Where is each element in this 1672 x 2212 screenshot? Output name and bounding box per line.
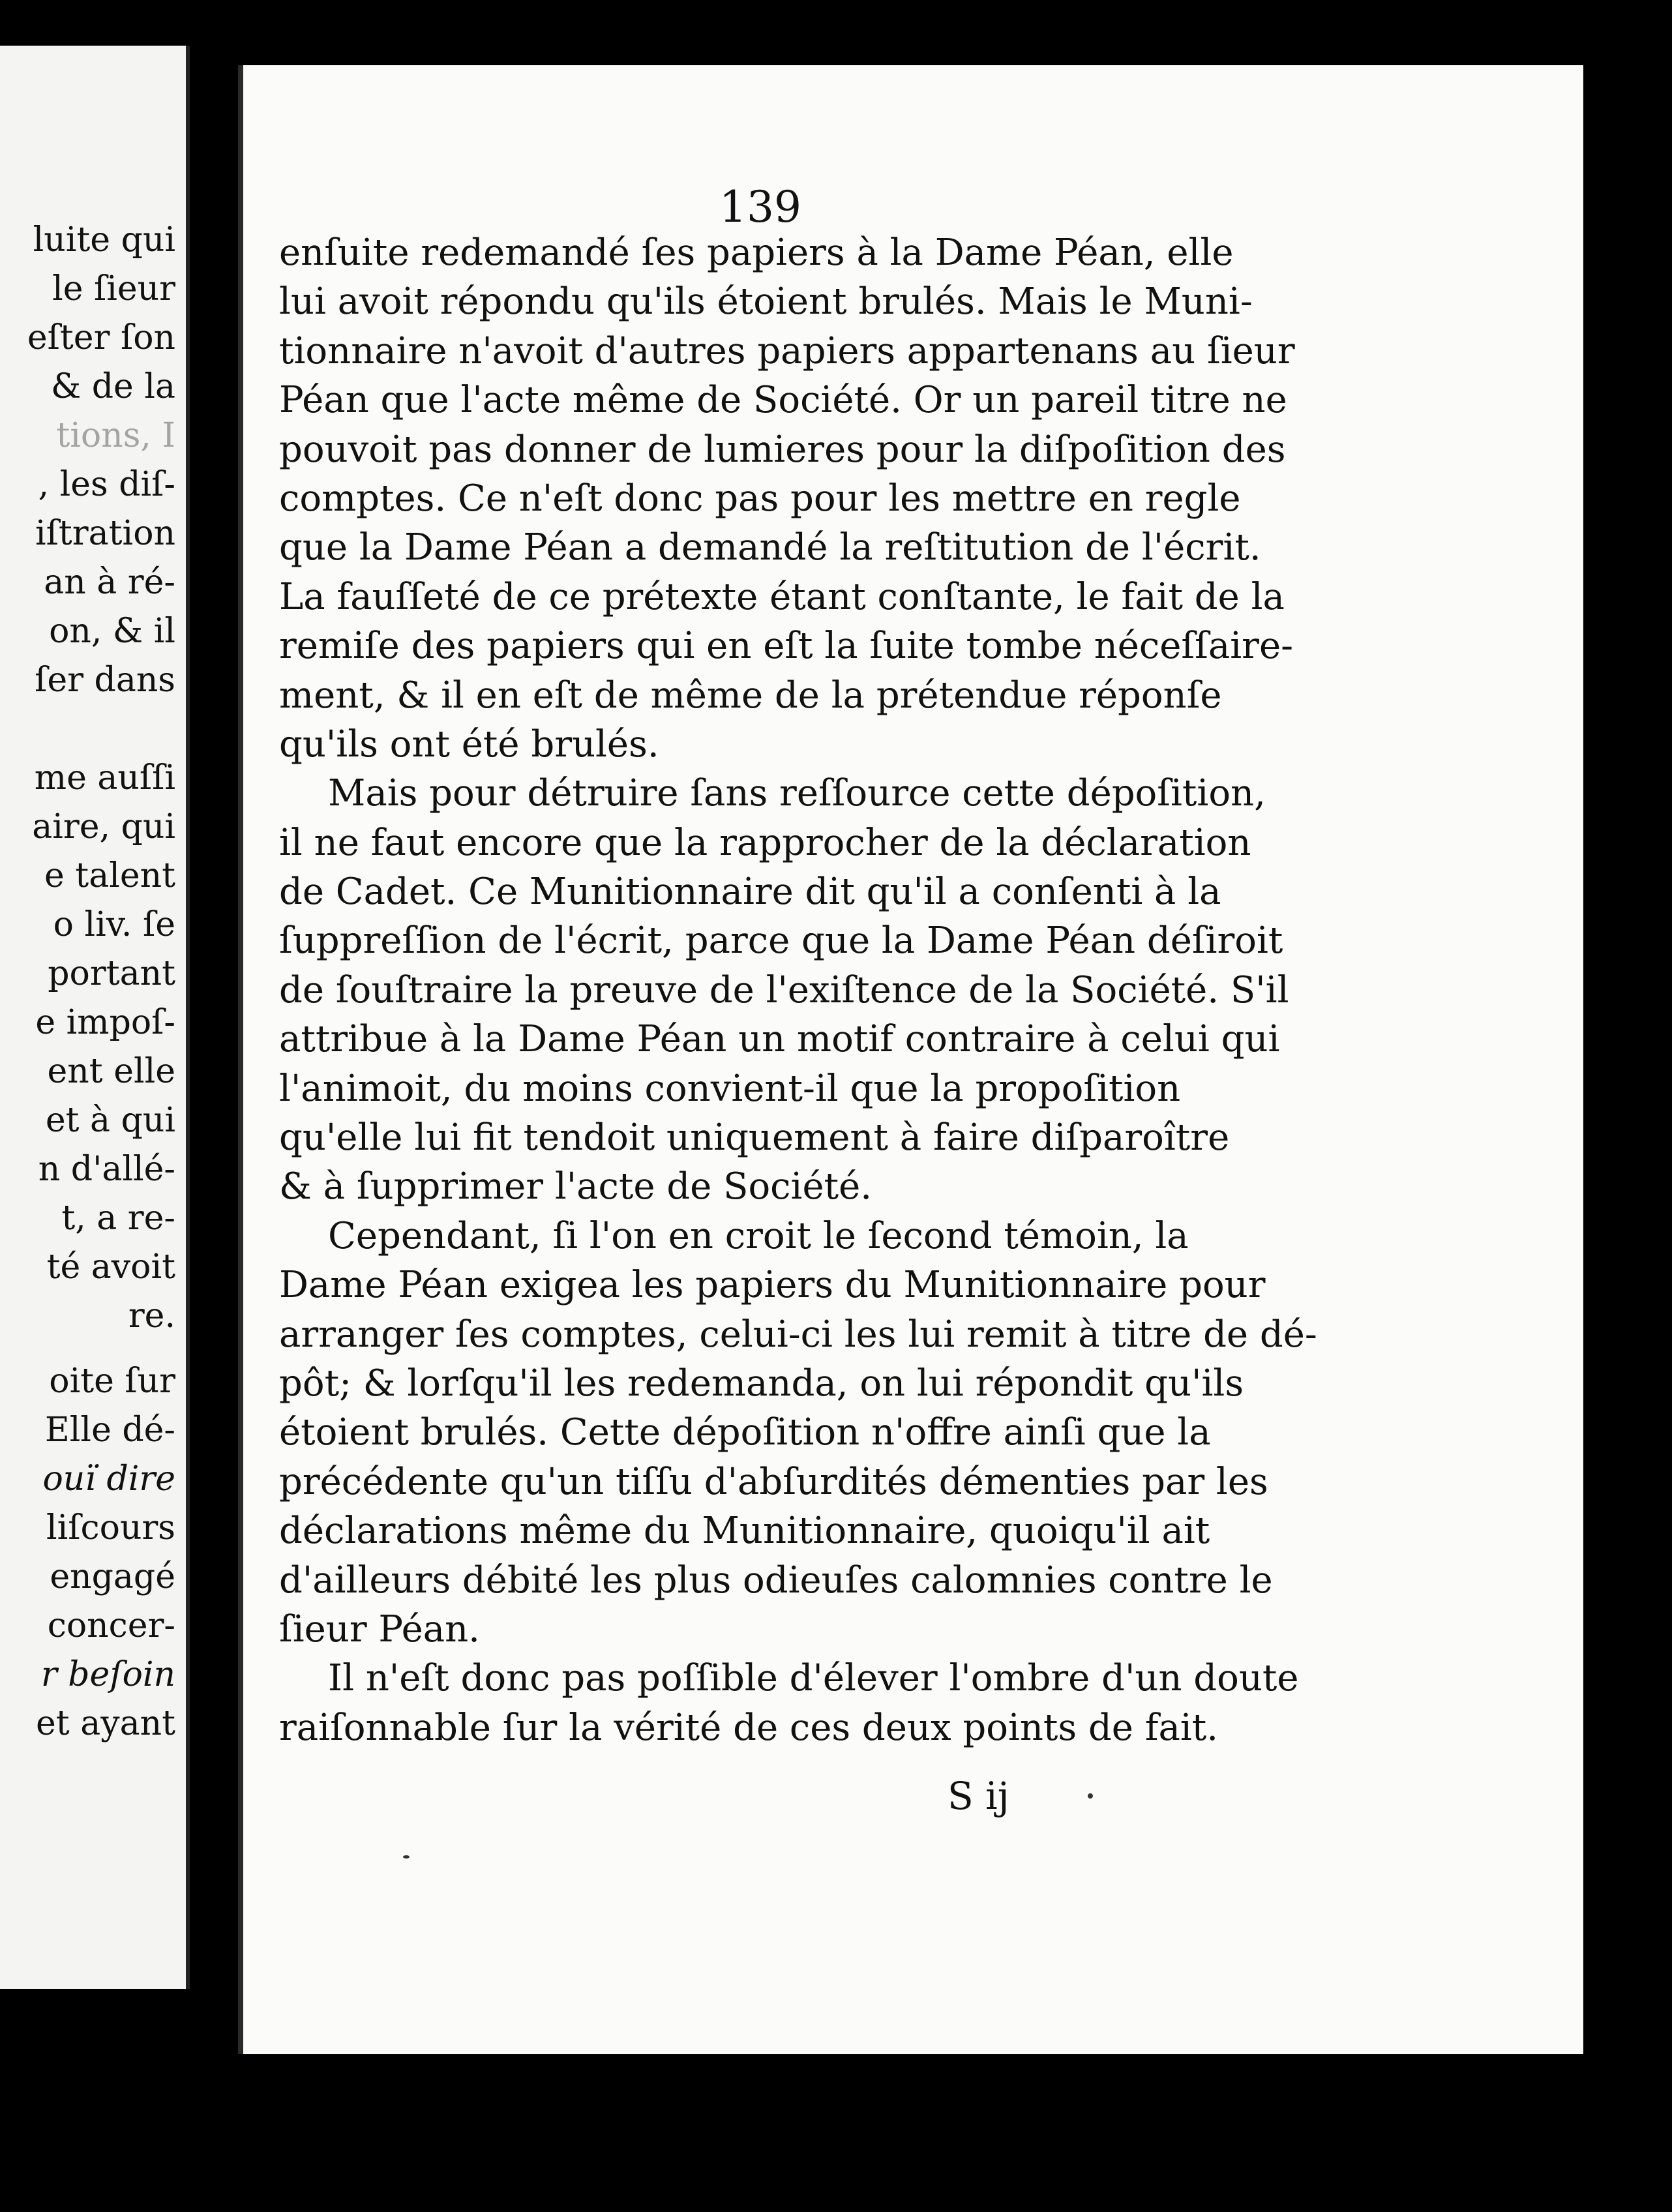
left-line: et à qui: [45, 1101, 175, 1140]
left-line: concer-: [47, 1606, 175, 1645]
left-line: on, & il: [49, 612, 175, 651]
text-line: tionnaire n'avoit d'autres papiers appartenans au ſieur: [279, 329, 1295, 372]
page-number: 139: [719, 182, 801, 232]
text-line: comptes. Ce n'eſt donc pas pour les mettre en regle: [279, 477, 1241, 520]
ink-speck: [403, 1855, 410, 1859]
text-line: ſieur Péan.: [279, 1607, 480, 1651]
left-line: iſtration: [35, 514, 175, 553]
text-line: Péan que l'acte même de Société. Or un pareil titre ne: [279, 379, 1287, 422]
left-line: re.: [128, 1296, 175, 1336]
text-line: qu'elle lui fit tendoit uniquement à faire diſparoître: [279, 1116, 1230, 1159]
text-line: l'animoit, du moins convient-il que la propoſition: [279, 1067, 1181, 1110]
left-page-fragment: [0, 46, 190, 1989]
text-line: arranger ſes comptes, celui-ci les lui remit à titre de dé-: [279, 1313, 1317, 1356]
text-line: qu'ils ont été brulés.: [279, 723, 659, 766]
text-line: raiſonnable ſur la vérité de ces deux points de fait.: [279, 1706, 1219, 1749]
right-page: [238, 65, 1583, 2054]
text-line: pôt; & lorſqu'il les redemanda, on lui répondit qu'ils: [279, 1362, 1244, 1405]
left-line: eſter ſon: [27, 318, 175, 357]
left-line: r beſoin: [40, 1655, 175, 1694]
left-line: n d'allé-: [38, 1150, 175, 1189]
text-line: Mais pour détruire ſans reſſource cette dépoſition,: [328, 772, 1266, 815]
left-line: té avoit: [46, 1248, 175, 1287]
text-line: de ſouſtraire la preuve de l'exiſtence de la Société. S'il: [279, 968, 1289, 1011]
text-line: remiſe des papiers qui en eſt la ſuite tombe néceſſaire-: [279, 625, 1294, 668]
book-gutter: [190, 46, 235, 1989]
text-line: il ne faut encore que la rapprocher de la déclaration: [279, 821, 1251, 864]
left-line: ſer dans: [35, 661, 175, 700]
text-line: déclarations même du Munitionnaire, quoiqu'il ait: [279, 1510, 1210, 1553]
left-line: et ayant: [36, 1704, 175, 1743]
text-line: pouvoit pas donner de lumieres pour la diſpoſition des: [279, 428, 1286, 471]
left-line: e talent: [44, 856, 175, 895]
left-line: ouï dire: [42, 1459, 175, 1499]
text-line: que la Dame Péan a demandé la reſtitution de l'écrit.: [279, 526, 1261, 569]
text-line: ſuppreſſion de l'écrit, parce que la Dame Péan déſiroit: [279, 919, 1283, 963]
left-line: oite ſur: [49, 1362, 175, 1401]
left-line: , les diſ-: [38, 465, 175, 504]
text-line: & à ſupprimer l'acte de Société.: [279, 1165, 873, 1208]
left-line: an à ré-: [44, 563, 175, 602]
signature-mark: S ij: [948, 1774, 1009, 1818]
left-line: engagé: [50, 1557, 175, 1596]
text-line: ment, & il en eſt de même de la prétendue réponſe: [279, 674, 1222, 717]
text-line: attribue à la Dame Péan un motif contraire à celui qui: [279, 1018, 1280, 1061]
left-line: ent elle: [47, 1052, 175, 1091]
text-line: précédente qu'un tiſſu d'abſurdités démenties par les: [279, 1460, 1268, 1503]
text-line: d'ailleurs débité les plus odieuſes calomnies contre le: [279, 1559, 1273, 1602]
left-line: le ſieur: [52, 269, 175, 308]
left-line: tions, I: [56, 416, 175, 455]
left-line: portant: [48, 954, 175, 993]
left-line: & de la: [50, 367, 175, 406]
left-line: me auſſi: [34, 758, 175, 798]
text-line: enſuite redemandé ſes papiers à la Dame Péan, elle: [279, 232, 1234, 274]
text-line: Il n'eſt donc pas poſſible d'élever l'ombre d'un doute: [328, 1657, 1299, 1700]
text-line: Dame Péan exigea les papiers du Munitionnaire pour: [279, 1264, 1266, 1307]
text-line: Cependant, ſi l'on en croit le ſecond témoin, la: [328, 1214, 1189, 1257]
body-text: [279, 228, 1317, 1752]
left-line: o liv. ſe: [53, 905, 175, 944]
left-line: t, a re-: [61, 1199, 175, 1238]
text-line: lui avoit répondu qu'ils étoient brulés. Mais le Muni-: [279, 280, 1253, 323]
left-line: Elle dé-: [44, 1411, 175, 1450]
text-line: La fauſſeté de ce prétexte étant conſtante, le fait de la: [279, 575, 1285, 618]
left-line: luite qui: [33, 220, 175, 260]
left-line: liſcours: [46, 1508, 175, 1547]
text-line: de Cadet. Ce Munitionnaire dit qu'il a conſenti à la: [279, 871, 1221, 914]
text-line: étoient brulés. Cette dépoſition n'offre ainſi que la: [279, 1411, 1211, 1454]
left-line: e impoſ-: [35, 1003, 175, 1042]
ink-speck: [1088, 1793, 1093, 1799]
left-line: aire, qui: [32, 807, 175, 846]
